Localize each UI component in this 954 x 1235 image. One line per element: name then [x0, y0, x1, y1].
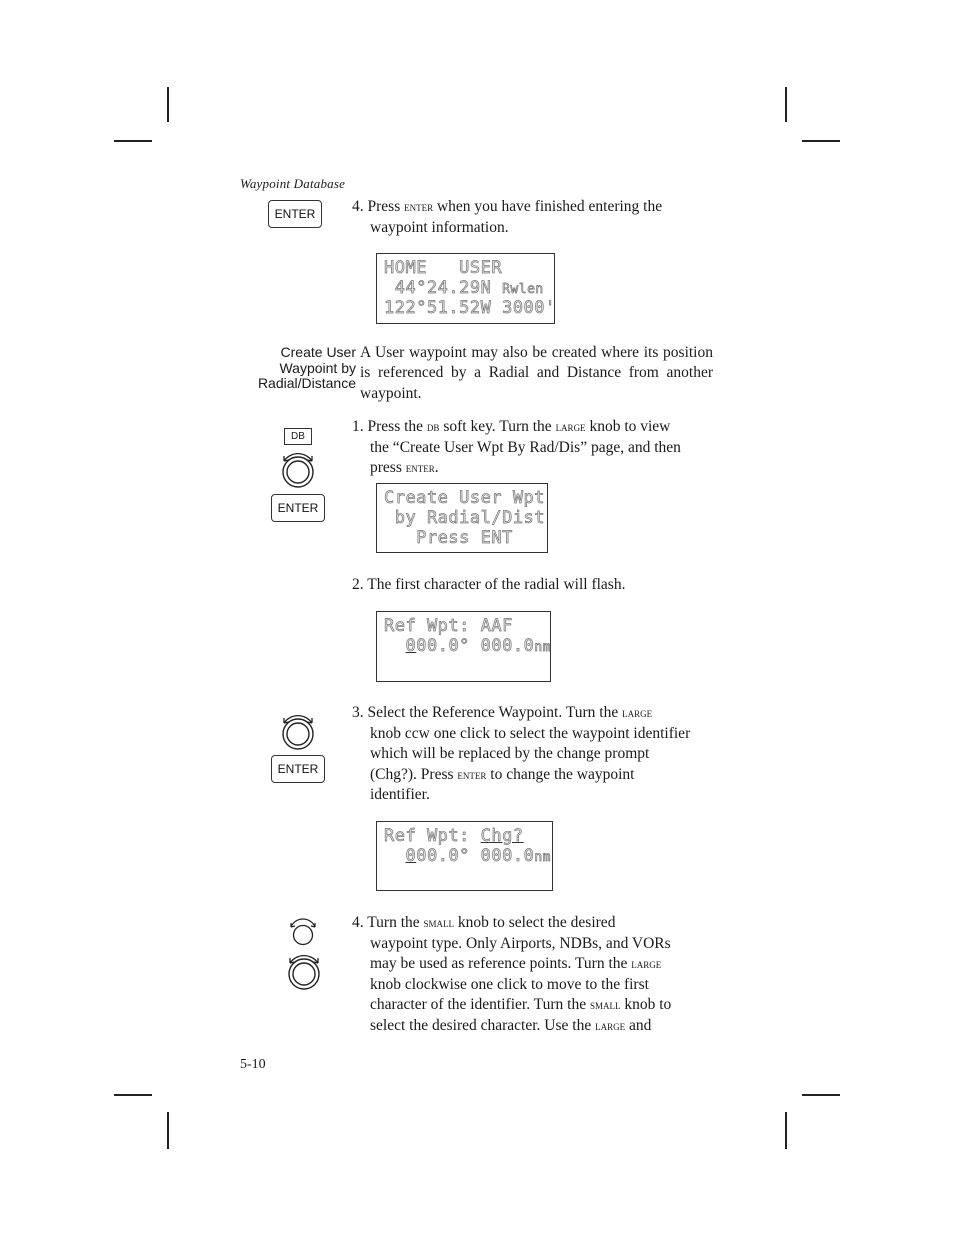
step-4-press-enter: 4. Press enter when you have finished entering the waypoint information. — [352, 198, 663, 236]
step-3-select-reference: 3. Select the Reference Waypoint. Turn the large knob ccw one click to select the waypoint identifier which will be replaced by the change prompt (Chg?). Press enter to change the waypoint identifier. — [352, 704, 691, 803]
lcd-screen-create-user-wpt: Create User Wpt by Radial/Dist Press ENT — [376, 483, 548, 553]
step-1-press-db: 1. Press the db soft key. Turn the large knob to view the “Create User Wpt By Rad/Dis” page, and then press enter. — [352, 418, 681, 476]
crop-mark — [167, 87, 169, 122]
enter-key-icon: ENTER — [271, 755, 325, 783]
running-header: Waypoint Database — [240, 176, 346, 191]
crop-mark — [114, 140, 152, 142]
lcd-screen-home-user: HOME USER 44°24.29N Rwlen 122°51.52W 3000' — [376, 253, 555, 324]
crop-mark — [802, 140, 840, 142]
lcd-screen-ref-wpt-aaf: Ref Wpt: AAF 000.0° 000.0nm — [376, 611, 551, 682]
enter-key-icon: ENTER — [268, 200, 322, 228]
lcd-screen-ref-wpt-chg: Ref Wpt: Chg? 000.0° 000.0nm — [376, 821, 553, 891]
large-knob-icon — [276, 448, 320, 490]
page-number: 5-10 — [240, 1057, 266, 1072]
crop-mark — [785, 87, 787, 122]
step-4-select-waypoint-type: 4. Turn the small knob to select the desired waypoint type. Only Airports, NDBs, and VORs may be used as reference points. Turn the large knob clockwise one click to move to the first character of the identifier. Turn the small knob to select the desired character. Use the large and — [352, 914, 672, 1034]
crop-mark — [785, 1112, 787, 1149]
large-knob-icon — [282, 950, 326, 992]
intro-paragraph: A User waypoint may also be created where its position is referenced by a Radial and Distance from another waypoint. — [360, 344, 713, 402]
crop-mark — [114, 1094, 152, 1096]
crop-mark — [167, 1112, 169, 1149]
step-2-radial-flash: 2. The first character of the radial will flash. — [352, 576, 626, 593]
db-softkey-icon: DB — [284, 428, 312, 445]
enter-key-icon: ENTER — [271, 494, 325, 522]
large-knob-icon — [276, 710, 320, 752]
side-heading: Create User Waypoint by Radial/Distance — [257, 344, 356, 391]
crop-mark — [802, 1094, 840, 1096]
small-knob-icon — [286, 918, 320, 948]
